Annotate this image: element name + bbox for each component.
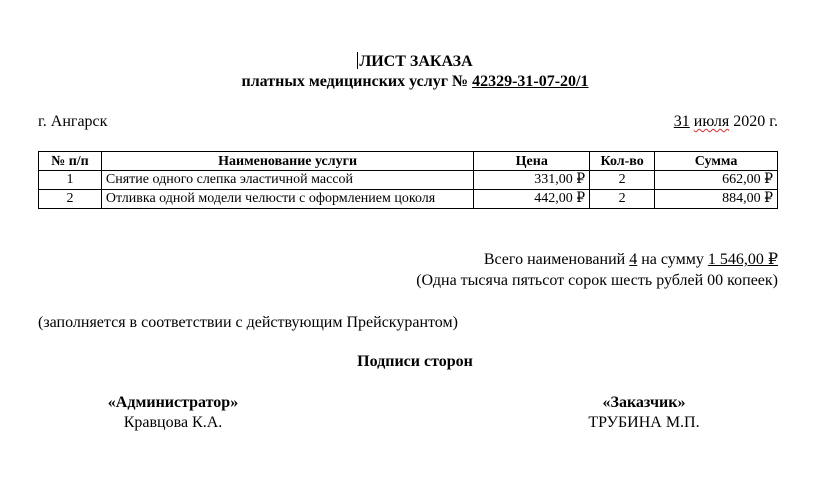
total-prefix: Всего наименований bbox=[483, 251, 630, 268]
table-row bbox=[39, 171, 778, 190]
document-title bbox=[0, 52, 830, 71]
table-header-row bbox=[39, 152, 778, 171]
administrator-role: «Администратор» bbox=[107, 394, 239, 411]
header-price: Цена bbox=[474, 152, 590, 171]
price-list-note: (заполняется в соответствии с действующим Прейскурантом) bbox=[38, 314, 458, 331]
header-service-name: Наименование услуги bbox=[101, 152, 473, 171]
services-table bbox=[38, 151, 778, 209]
row-price: 331,00 ₽ bbox=[474, 171, 590, 190]
header-sum: Сумма bbox=[655, 152, 778, 171]
row-number: 1 bbox=[39, 171, 102, 190]
total-amount: 1 546,00 ₽ bbox=[707, 251, 778, 268]
signatures-heading: Подписи сторон bbox=[357, 353, 473, 370]
header-number: № п/п bbox=[39, 152, 102, 171]
row-service-name: Снятие одного слепка эластичной массой bbox=[101, 171, 473, 190]
row-number: 2 bbox=[39, 190, 102, 209]
total-count: 4 bbox=[629, 251, 638, 268]
table-row bbox=[39, 190, 778, 209]
total-in-words: (Одна тысяча пятьсот сорок шесть рублей 00 копеек) bbox=[416, 272, 778, 289]
customer-name: ТРУБИНА М.П. bbox=[588, 414, 700, 431]
total-line bbox=[484, 251, 778, 269]
total-middle: на сумму bbox=[637, 251, 708, 268]
row-service-name: Отливка одной модели челюсти с оформлением цоколя bbox=[101, 190, 473, 209]
administrator-signature bbox=[43, 393, 303, 433]
order-date bbox=[674, 113, 778, 131]
customer-signature bbox=[514, 393, 774, 433]
row-sum: 884,00 ₽ bbox=[655, 190, 778, 209]
row-quantity: 2 bbox=[590, 171, 655, 190]
subtitle-prefix: платных медицинских услуг № bbox=[241, 73, 473, 90]
customer-role: «Заказчик» bbox=[602, 394, 686, 411]
date-month: июля bbox=[693, 113, 730, 130]
order-number: 42329-31-07-20/1 bbox=[472, 73, 589, 90]
document-subtitle bbox=[0, 73, 830, 91]
row-sum: 662,00 ₽ bbox=[655, 171, 778, 190]
date-day: 31 bbox=[673, 113, 690, 130]
row-quantity: 2 bbox=[590, 190, 655, 209]
document-title-text: ЛИСТ ЗАКАЗА bbox=[359, 53, 473, 70]
city-label: г. Ангарск bbox=[38, 113, 108, 130]
administrator-name: Кравцова К.А. bbox=[123, 414, 223, 431]
date-year: 2020 г. bbox=[733, 113, 778, 130]
row-price: 442,00 ₽ bbox=[474, 190, 590, 209]
header-quantity: Кол-во bbox=[590, 152, 655, 171]
